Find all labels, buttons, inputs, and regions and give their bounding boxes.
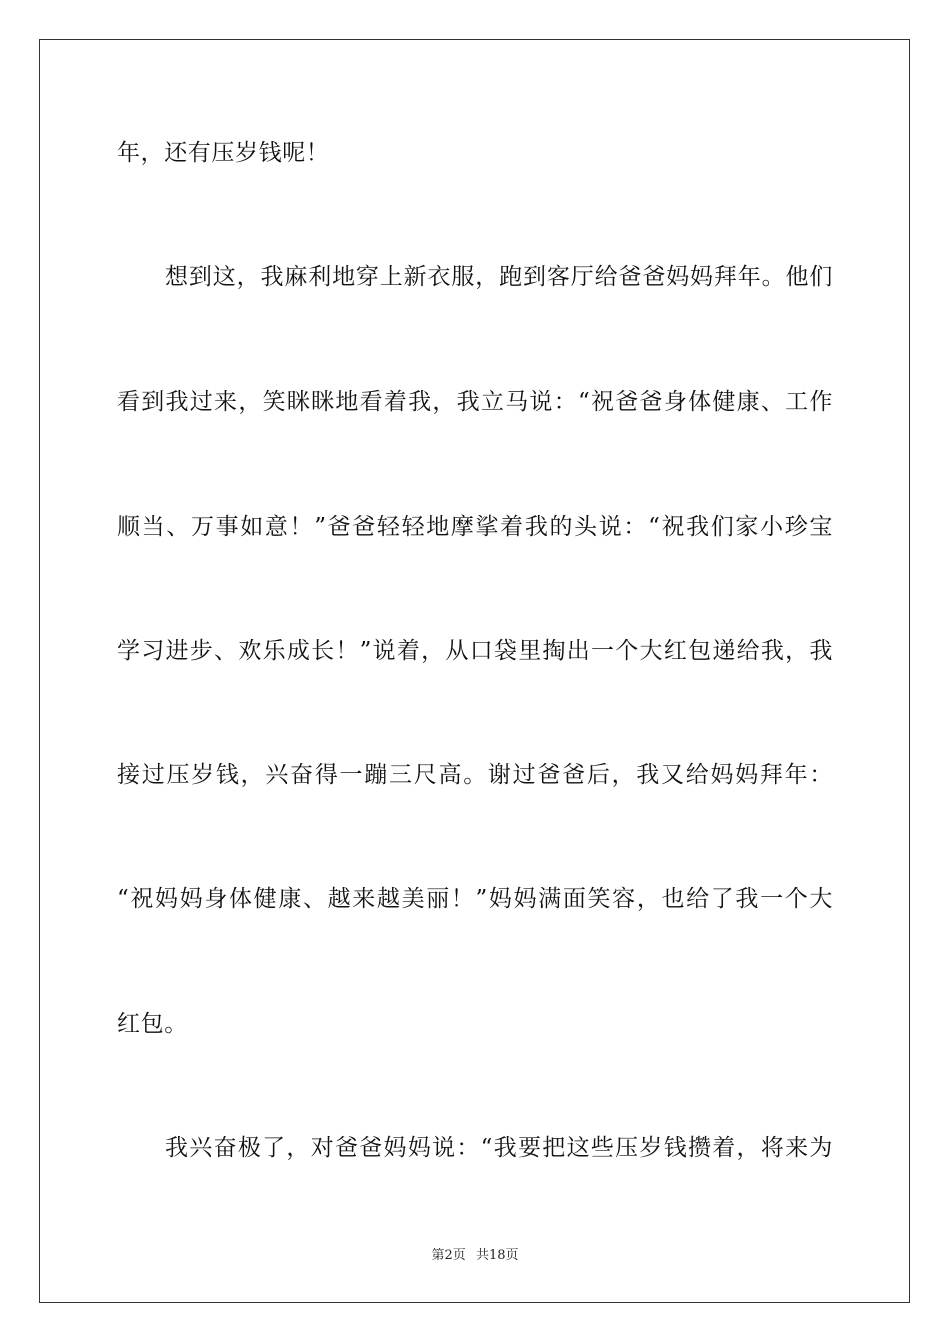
paragraph-line: 看到我过来，笑眯眯地看着我，我立马说：“祝爸爸身体健康、工作 bbox=[117, 389, 833, 415]
page-footer bbox=[0, 1247, 950, 1265]
paragraph-line: 顺当、万事如意！”爸爸轻轻地摩挲着我的头说：“祝我们家小珍宝 bbox=[117, 514, 833, 540]
paragraph-line: 接过压岁钱，兴奋得一蹦三尺高。谢过爸爸后，我又给妈妈拜年： bbox=[117, 762, 833, 788]
paragraph-line: 红包。 bbox=[117, 1011, 188, 1037]
paragraph-line: 年，还有压岁钱呢！ bbox=[117, 140, 330, 166]
paragraph-line: “祝妈妈身体健康、越来越美丽！”妈妈满面笑容，也给了我一个大 bbox=[117, 886, 833, 912]
page-border bbox=[39, 39, 910, 1303]
total-pages: 共18页 bbox=[475, 1248, 519, 1263]
page-number: 第2页 bbox=[431, 1248, 466, 1263]
paragraph-line: 学习进步、欢乐成长！”说着，从口袋里掏出一个大红包递给我，我 bbox=[117, 638, 833, 664]
paragraph-line: 想到这，我麻利地穿上新衣服，跑到客厅给爸爸妈妈拜年。他们 bbox=[165, 264, 833, 290]
paragraph-line: 我兴奋极了，对爸爸妈妈说：“我要把这些压岁钱攒着，将来为 bbox=[165, 1135, 833, 1161]
